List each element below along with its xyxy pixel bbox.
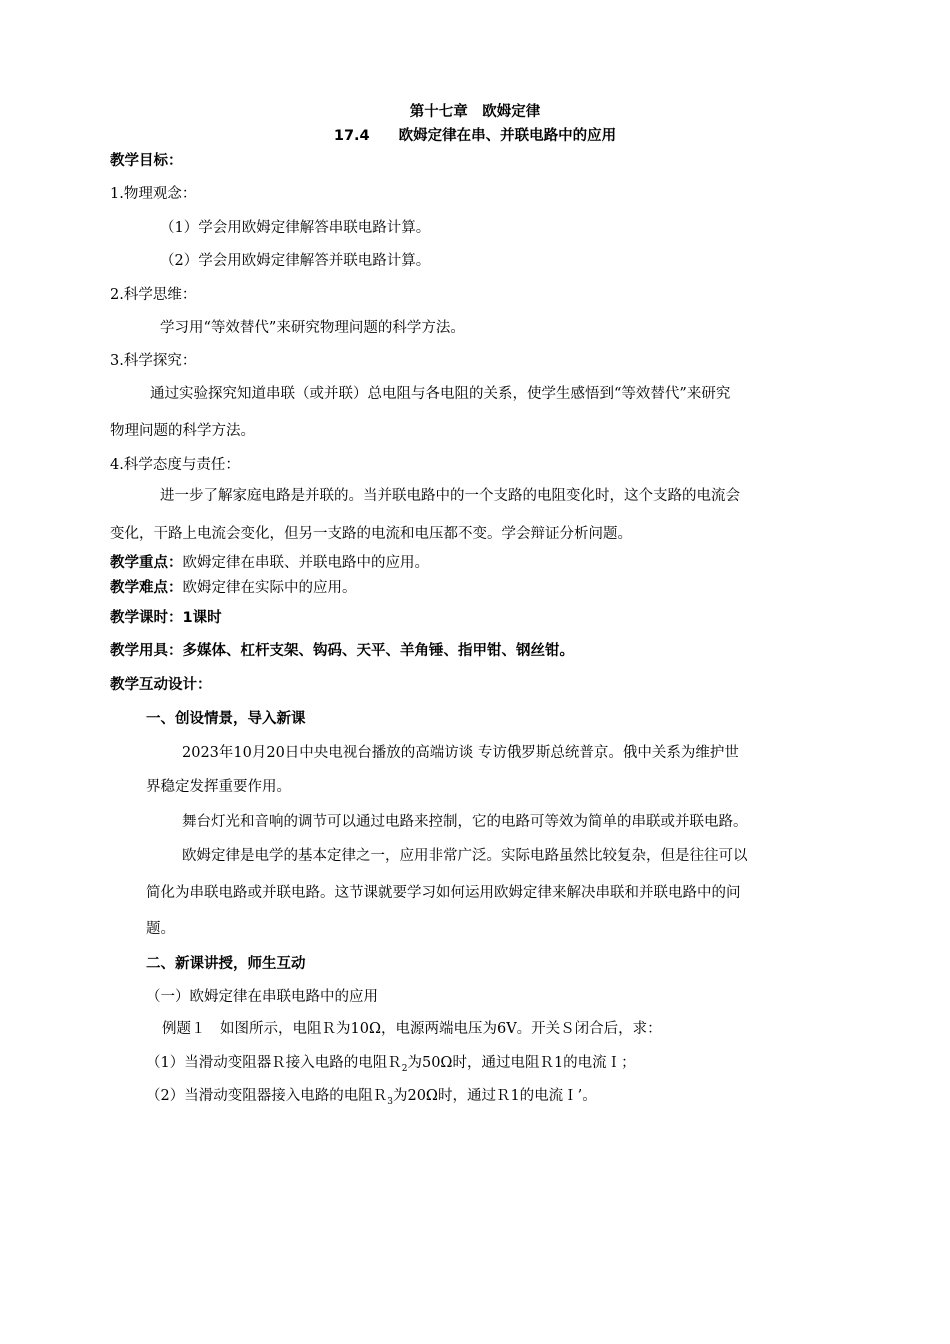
- objective-4-line2: 变化，干路上电流会变化，但另一支路的电流和电压都不变。学会辩证分析问题。: [110, 526, 632, 542]
- part2-title: 二、新课讲授，师生互动: [146, 956, 306, 972]
- part2-sub1: （一）欧姆定律在串联电路中的应用: [146, 989, 378, 1005]
- objective-2-text: 学习用“等效替代”来研究物理问题的科学方法。: [160, 320, 465, 336]
- objective-1b: （2）学会用欧姆定律解答并联电路计算。: [160, 253, 431, 269]
- question-1: [146, 1053, 636, 1079]
- part1-p2: 舞台灯光和音响的调节可以通过电路来控制，它的电路可等效为简单的串联或并联电路。: [182, 814, 748, 830]
- part1-p3-line3: 题。: [146, 921, 175, 937]
- design-heading: 教学互动设计：: [110, 677, 212, 693]
- objective-1-title: 1.物理观念：: [110, 186, 197, 202]
- question-2: [146, 1086, 597, 1112]
- objective-3-title: 3.科学探究：: [110, 353, 197, 369]
- part1-p1-line1: 2023年10月20日中央电视台播放的高端访谈 专访俄罗斯总统普京。俄中关系为维护世: [182, 745, 739, 761]
- chapter-title: 第十七章 欧姆定律: [409, 104, 541, 120]
- question-2-subscript: 3: [387, 1096, 393, 1107]
- objectives-heading: 教学目标：: [110, 153, 183, 169]
- question-1-text-b: 为50Ω时，通过电阻Ｒ1的电流Ｉ；: [407, 1055, 636, 1071]
- part1-p3-line2: 简化为串联电路或并联电路。这节课就要学习如何运用欧姆定律来解决串联和并联电路中的问: [146, 885, 741, 901]
- part1-title: 一、创设情景，导入新课: [146, 711, 306, 727]
- part1-p3-line1: 欧姆定律是电学的基本定律之一，应用非常广泛。实际电路虽然比较复杂，但是往往可以: [182, 848, 748, 864]
- question-2-text-b: 为20Ω时，通过Ｒ1的电流Ｉ’。: [392, 1088, 597, 1104]
- teaching-hours: 教学课时：1课时: [110, 610, 222, 626]
- section-title: 17.4 欧姆定律在串、并联电路中的应用: [333, 128, 617, 144]
- difficulty-text: 欧姆定律在实际中的应用。: [182, 580, 357, 596]
- question-1-subscript: 2: [401, 1063, 408, 1074]
- teaching-tools: 教学用具：多媒体、杠杆支架、钩码、天平、羊角锤、指甲钳、钢丝钳。: [110, 643, 574, 659]
- key-point-label: 教学重点：: [110, 555, 183, 571]
- objective-3-line2: 物理问题的科学方法。: [110, 423, 255, 439]
- objective-2-title: 2.科学思维：: [110, 287, 197, 303]
- objective-3-line1: 通过实验探究知道串联（或并联）总电阻与各电阻的关系，使学生感悟到“等效替代”来研究: [150, 386, 731, 402]
- question-2-text-a: （2）当滑动变阻器接入电路的电阻Ｒ: [146, 1088, 388, 1104]
- part1-p1-line2: 界稳定发挥重要作用。: [146, 779, 291, 795]
- difficulty-label: 教学难点：: [110, 580, 183, 596]
- objective-1a: （1）学会用欧姆定律解答串联电路计算。: [160, 220, 431, 236]
- objective-4-line1: 进一步了解家庭电路是并联的。当并联电路中的一个支路的电阻变化时，这个支路的电流会: [160, 488, 740, 504]
- key-point: [110, 553, 429, 573]
- difficulty: [110, 578, 357, 598]
- question-1-text-a: （1）当滑动变阻器Ｒ接入电路的电阻Ｒ: [146, 1055, 402, 1071]
- example-1: 例题１ 如图所示，电阻Ｒ为10Ω，电源两端电压为6V。开关Ｓ闭合后，求：: [162, 1021, 662, 1037]
- objective-4-title: 4.科学态度与责任：: [110, 457, 240, 473]
- key-point-text: 欧姆定律在串联、并联电路中的应用。: [182, 555, 429, 571]
